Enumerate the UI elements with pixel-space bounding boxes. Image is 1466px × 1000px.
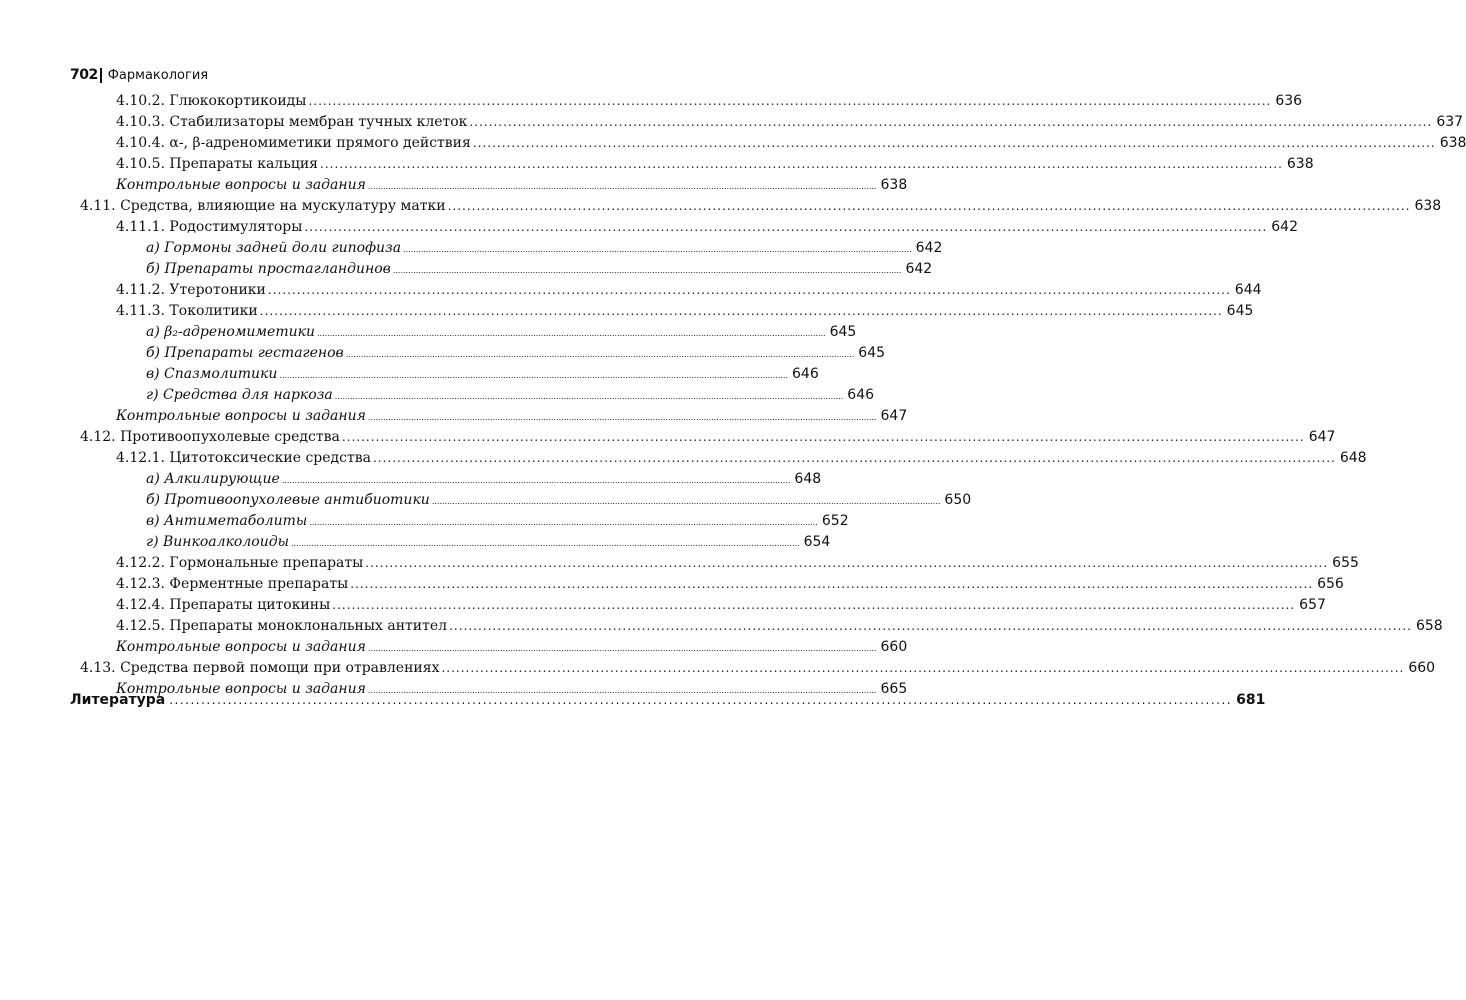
toc-entry-title: Контрольные вопросы и задания [116,408,366,424]
toc-entry-page: 642 [1271,219,1298,235]
toc-entry-page: 645 [858,345,886,361]
toc-entry-title: а) Алкилирующие [146,471,280,487]
toc-entry-title: а) Гормоны задней доли гипофиза [146,240,402,256]
toc-entry-literature[interactable] [70,692,1266,714]
toc-entry[interactable] [0,469,822,490]
toc-entry-page: 645 [829,324,857,340]
toc-entry[interactable] [0,364,819,385]
dot-leader: ........................................................................................................................................................................................................ [345,350,855,359]
toc-entry-title: 4.12.4. Препараты цитокины [116,597,331,613]
toc-entry[interactable] [0,553,1359,574]
dot-leader: ........................................................................................................................................................................................................ [469,115,1433,129]
toc-entry-page: 638 [880,177,908,193]
toc-entry-title: Контрольные вопросы и задания [116,681,366,697]
toc-entry-title: а) β₂-адреномиметики [146,324,315,340]
toc-entry[interactable] [0,259,933,280]
toc-entry-page: 681 [1236,692,1266,708]
toc-entry-page: 665 [880,681,908,697]
toc-entry-title: 4.12.3. Ферментные препараты [116,576,349,592]
toc-entry[interactable] [0,658,1436,679]
toc-entry[interactable] [0,154,1314,175]
header-divider [100,68,102,83]
dot-leader: ........................................................................................................................................................................................................ [449,619,1412,633]
toc-entry-title: 4.11. Средства, влияющие на мускулатуру матки [80,198,446,214]
dot-leader: ........................................................................................................................................................................................................ [320,157,1283,171]
toc-entry[interactable] [0,616,1443,637]
toc-entry-page: 657 [1299,597,1326,613]
dot-leader: ........................................................................................................................................................................................................ [304,220,1268,234]
toc-entry[interactable] [0,301,1254,322]
toc-entry[interactable] [0,427,1336,448]
dot-leader: ........................................................................................................................................................................................................ [169,693,1233,707]
dot-leader: ........................................................................................................................................................................................................ [291,539,800,548]
toc-entry-title: 4.12.2. Гормональные препараты [116,555,364,571]
dot-leader: ........................................................................................................................................................................................................ [447,199,1411,213]
toc-entry[interactable] [0,280,1262,301]
toc-entry-page: 638 [1439,135,1466,151]
toc-entry-page: 648 [794,471,822,487]
toc-entry[interactable] [0,91,1303,112]
toc-entry-title: 4.10.2. Глюкокортикоиды [116,93,307,109]
toc-entry[interactable] [0,490,972,511]
toc-entry-page: 642 [915,240,943,256]
toc-entry[interactable] [0,532,831,553]
dot-leader: ........................................................................................................................................................................................................ [281,476,791,485]
toc-entry-page: 637 [1436,114,1464,130]
toc-entry-page: 647 [880,408,908,424]
dot-leader: ........................................................................................................................................................................................................ [367,686,877,695]
toc-entry-title: 4.12.1. Цитотоксические средства [116,450,371,466]
toc-entry[interactable] [0,238,943,259]
dot-leader: ........................................................................................................................................................................................................ [367,644,877,653]
dot-leader: ........................................................................................................................................................................................................ [279,371,789,380]
dot-leader: ........................................................................................................................................................................................................ [367,413,877,422]
dot-leader: ........................................................................................................................................................................................................ [392,266,902,275]
running-header [70,64,208,86]
toc-entry-page: 647 [1308,429,1336,445]
toc-entry-title: в) Антиметаболиты [146,513,308,529]
dot-leader: ........................................................................................................................................................................................................ [372,451,1336,465]
toc-entry-title: 4.12.5. Препараты моноклональных антител [116,618,448,634]
toc-entry[interactable] [0,595,1326,616]
toc-entry-page: 658 [1415,618,1443,634]
toc-entry-title: 4.13. Средства первой помощи при отравлениях [80,660,440,676]
dot-leader: ........................................................................................................................................................................................................ [431,497,941,506]
toc-entry-title: 4.11.3. Токолитики [116,303,258,319]
toc-entry-page: 638 [1414,198,1442,214]
dot-leader: ........................................................................................................................................................................................................ [441,661,1405,675]
toc-entry-title: б) Препараты простагландинов [146,261,391,277]
toc-entry-title: 4.10.3. Стабилизаторы мембран тучных клеток [116,114,468,130]
toc-entry[interactable] [0,448,1367,469]
toc-entry-page: 646 [847,387,875,403]
toc-entry-title: Контрольные вопросы и задания [116,177,366,193]
toc-entry-title: 4.10.5. Препараты кальция [116,156,318,172]
toc-entry-page: 650 [944,492,972,508]
toc-entry-title: 4.11.2. Утеротоники [116,282,266,298]
toc-entry-page: 655 [1332,555,1359,571]
page-number: 702 [70,67,98,83]
toc-entry[interactable] [0,343,886,364]
toc-entry-title: 4.10.4. α-, β-адреномиметики прямого действия [116,135,471,151]
toc-entry[interactable] [0,385,875,406]
dot-leader: ........................................................................................................................................................................................................ [309,518,818,527]
toc-entry[interactable] [0,133,1466,154]
toc-entry-page: 660 [1408,660,1436,676]
book-title: Фармакология [107,67,209,83]
toc-entry-page: 644 [1234,282,1262,298]
toc-entry[interactable] [0,196,1442,217]
dot-leader: ........................................................................................................................................................................................................ [334,392,844,401]
toc-entry-title: Контрольные вопросы и задания [116,639,366,655]
dot-leader: ........................................................................................................................................................................................................ [332,598,1296,612]
toc-entry-page: 646 [792,366,819,382]
toc-entry-page: 642 [905,261,933,277]
toc-entry-page: 652 [821,513,849,529]
toc-entry-page: 654 [803,534,831,550]
toc-entry[interactable] [0,406,908,427]
toc-entry[interactable] [0,322,857,343]
toc-entry-title: г) Винкоалколоиды [146,534,289,550]
toc-entry-title: Литература [70,692,166,708]
toc-entry[interactable] [0,574,1344,595]
dot-leader: ........................................................................................................................................................................................................ [403,245,912,254]
toc-entry-title: 4.12. Противоопухолевые средства [80,429,340,445]
dot-leader: ........................................................................................................................................................................................................ [267,283,1231,297]
toc-entry-title: 4.11.1. Родостимуляторы [116,219,303,235]
toc-entry-page: 638 [1286,156,1314,172]
toc-entry-title: б) Препараты гестагенов [146,345,344,361]
toc-entry[interactable] [0,637,908,658]
dot-leader: ........................................................................................................................................................................................................ [341,430,1305,444]
dot-leader: ........................................................................................................................................................................................................ [308,94,1272,108]
toc-entry-title: г) Средства для наркоза [146,387,333,403]
toc-entry-page: 645 [1226,303,1254,319]
dot-leader: ........................................................................................................................................................................................................ [365,556,1329,570]
dot-leader: ........................................................................................................................................................................................................ [350,577,1314,591]
toc-entry[interactable] [0,511,849,532]
toc-entry[interactable] [0,217,1298,238]
toc-entry[interactable] [0,112,1464,133]
toc-entry-page: 660 [880,639,908,655]
toc-entry-title: в) Спазмолитики [146,366,278,382]
toc-entry-page: 636 [1275,93,1303,109]
toc-entry-title: б) Противоопухолевые антибиотики [146,492,430,508]
toc-entry[interactable] [0,175,908,196]
dot-leader: ........................................................................................................................................................................................................ [367,182,877,191]
dot-leader: ........................................................................................................................................................................................................ [317,329,826,338]
dot-leader: ........................................................................................................................................................................................................ [472,136,1436,150]
toc-entry-page: 656 [1317,576,1344,592]
dot-leader: ........................................................................................................................................................................................................ [259,304,1223,318]
toc-entry-page: 648 [1339,450,1367,466]
